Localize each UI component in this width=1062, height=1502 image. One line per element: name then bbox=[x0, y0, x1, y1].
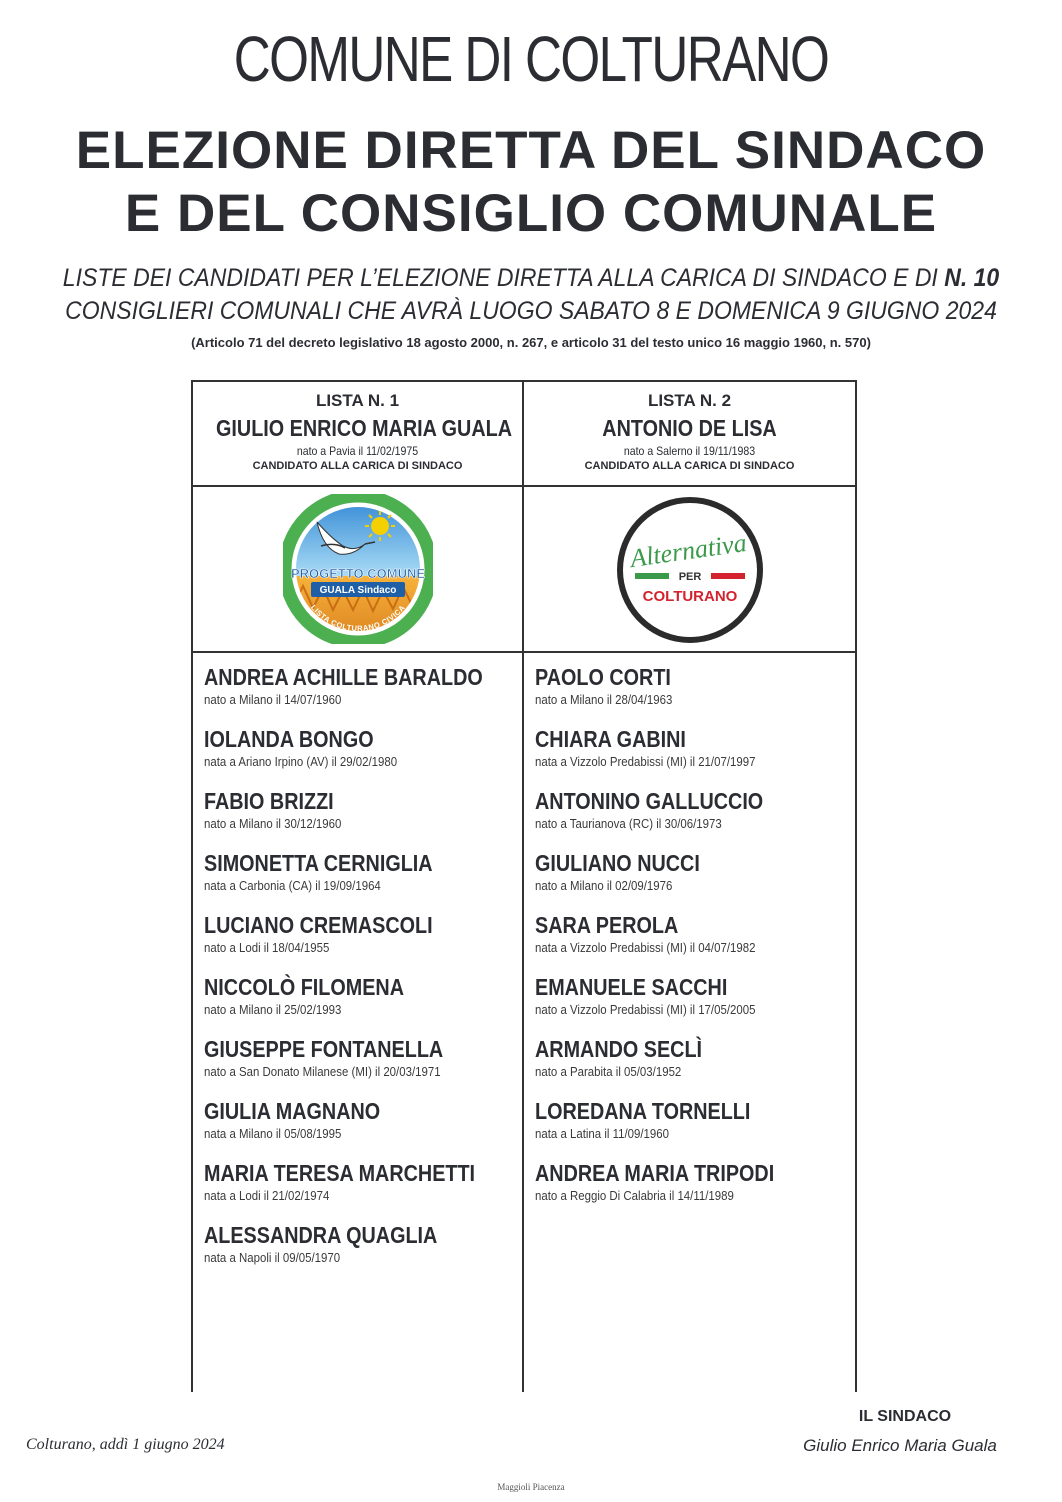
candidate-name: NICCOLÒ FILOMENA bbox=[204, 974, 404, 1000]
subtitle-line-2: CONSIGLIERI COMUNALI CHE AVRÀ LUOGO SABATO 8 E DOMENICA 9 GIUGNO 2024 bbox=[65, 297, 997, 325]
candidate-birth: nato a Vizzolo Predabissi (MI) il 17/05/2005 bbox=[535, 1002, 756, 1017]
councillor-count: N. 10 bbox=[944, 264, 1000, 292]
candidate-name: MARIA TERESA MARCHETTI bbox=[204, 1160, 476, 1186]
candidate-name: LUCIANO CREMASCOLI bbox=[204, 912, 433, 938]
candidate-name: ARMANDO SECLÌ bbox=[535, 1036, 703, 1062]
list-2-candidates bbox=[535, 664, 850, 1364]
table-left-border bbox=[191, 380, 193, 1392]
list-1-mayor-birth: nato a Pavia il 11/02/1975 bbox=[296, 444, 419, 458]
candidate-name: CHIARA GABINI bbox=[535, 726, 686, 752]
list-item bbox=[535, 1098, 785, 1141]
candidate-name: EMANUELE SACCHI bbox=[535, 974, 728, 1000]
list-item bbox=[535, 850, 727, 893]
candidate-name: SARA PEROLA bbox=[535, 912, 679, 938]
candidate-birth: nato a Reggio Di Calabria il 14/11/1989 bbox=[535, 1188, 734, 1203]
list-item bbox=[204, 974, 437, 1017]
logo-2-green-bar bbox=[635, 573, 669, 579]
candidate-birth: nato a Milano il 25/02/1993 bbox=[204, 1002, 342, 1017]
candidate-name: GIULIA MAGNANO bbox=[204, 1098, 381, 1124]
table-top-border bbox=[192, 380, 857, 382]
candidate-birth: nato a Milano il 02/09/1976 bbox=[535, 878, 673, 893]
candidate-name: PAOLO CORTI bbox=[535, 664, 671, 690]
candidate-name: ANTONINO GALLUCCIO bbox=[535, 788, 764, 814]
list-item bbox=[204, 850, 470, 893]
list-1-header bbox=[193, 391, 522, 472]
list-2-header bbox=[524, 391, 855, 472]
candidate-birth: nato a Milano il 28/04/1963 bbox=[535, 692, 673, 707]
candidate-name: ALESSANDRA QUAGLIA bbox=[204, 1222, 438, 1248]
logo-2-per: PER bbox=[678, 571, 702, 583]
list-item bbox=[535, 788, 800, 831]
logo-2-script: Alternativa bbox=[628, 528, 749, 574]
law-reference: (Articolo 71 del decreto legislativo 18 agosto 2000, n. 267, e articolo 31 del testo unico 16 maggio 1960, n. 570) bbox=[191, 335, 871, 350]
logo-1-line-2: GUALA Sindaco bbox=[319, 585, 397, 596]
election-headline-line-2: E DEL CONSIGLIO COMUNALE bbox=[124, 184, 938, 243]
candidate-birth: nato a Milano il 14/07/1960 bbox=[204, 692, 342, 707]
candidate-birth: nato a Milano il 30/12/1960 bbox=[204, 816, 342, 831]
subtitle-line-1 bbox=[42, 264, 1019, 293]
list-item bbox=[204, 1036, 482, 1079]
printer-credit: Maggioli Piacenza bbox=[497, 1482, 565, 1492]
list-item bbox=[535, 664, 693, 707]
table-logo-divider bbox=[192, 651, 857, 653]
list-item bbox=[204, 912, 470, 955]
list-item bbox=[204, 664, 528, 707]
table-header-divider bbox=[192, 485, 857, 487]
list-1-mayor-role: CANDIDATO ALLA CARICA DI SINDACO bbox=[252, 460, 463, 472]
candidate-birth: nato a San Donato Milanese (MI) il 20/03/1971 bbox=[204, 1064, 441, 1079]
candidate-name: SIMONETTA CERNIGLIA bbox=[204, 850, 433, 876]
list-item bbox=[204, 1098, 409, 1141]
list-2-mayor-role: CANDIDATO ALLA CARICA DI SINDACO bbox=[584, 460, 795, 472]
candidate-birth: nato a Lodi il 18/04/1955 bbox=[204, 940, 330, 955]
logo-2-red-bar bbox=[711, 573, 745, 579]
candidate-birth: nata a Latina il 11/09/1960 bbox=[535, 1126, 670, 1141]
logo-1-line-1: PROGETTO COMUNE bbox=[290, 566, 426, 581]
list-2-mayor-birth: nato a Salerno il 19/11/1983 bbox=[623, 444, 756, 458]
list-item bbox=[204, 1222, 475, 1265]
list-item bbox=[535, 912, 786, 955]
list-item bbox=[204, 726, 423, 769]
candidate-birth: nata a Carbonia (CA) il 19/09/1964 bbox=[204, 878, 381, 893]
list-1-number: LISTA N. 1 bbox=[315, 391, 400, 410]
list-item bbox=[535, 726, 786, 769]
candidate-name: FABIO BRIZZI bbox=[204, 788, 334, 814]
candidate-name: ANDREA MARIA TRIPODI bbox=[535, 1160, 775, 1186]
list-item bbox=[535, 1160, 813, 1203]
candidate-birth: nato a Taurianova (RC) il 30/06/1973 bbox=[535, 816, 722, 831]
candidate-birth: nata a Milano il 05/08/1995 bbox=[204, 1126, 342, 1141]
list-item bbox=[535, 974, 786, 1017]
table-right-border bbox=[855, 380, 857, 1392]
candidate-birth: nata a Ariano Irpino (AV) il 29/02/1980 bbox=[204, 754, 398, 769]
table-middle-border bbox=[522, 380, 524, 1392]
logo-1-ring-text: LISTA COLTURANO CIVICA bbox=[308, 603, 408, 633]
candidate-birth: nata a Lodi il 21/02/1974 bbox=[204, 1188, 330, 1203]
list-item bbox=[204, 1160, 519, 1203]
list-2-mayor-name: ANTONIO DE LISA bbox=[602, 415, 777, 441]
list-1-candidates bbox=[204, 664, 516, 1364]
signer-title: IL SINDACO bbox=[858, 1408, 952, 1425]
subtitle-line-1-text: LISTE DEI CANDIDATI PER L’ELEZIONE DIRETTA ALLA CARICA DI SINDACO E DI bbox=[62, 264, 945, 292]
alternativa-per-colturano-logo bbox=[615, 495, 765, 645]
municipality-title: COMUNE DI COLTURANO bbox=[233, 23, 829, 95]
candidate-birth: nato a Parabita il 05/03/1952 bbox=[535, 1064, 682, 1079]
place-and-date: Colturano, addì 1 giugno 2024 bbox=[26, 1436, 225, 1453]
candidate-birth: nata a Vizzolo Predabissi (MI) il 04/07/1982 bbox=[535, 940, 756, 955]
signer-name: Giulio Enrico Maria Guala bbox=[803, 1436, 997, 1455]
list-item bbox=[204, 788, 360, 831]
list-2-number: LISTA N. 2 bbox=[647, 391, 732, 410]
list-item bbox=[535, 1036, 729, 1079]
candidate-name: ANDREA ACHILLE BARALDO bbox=[204, 664, 483, 690]
candidate-birth: nata a Napoli il 09/05/1970 bbox=[204, 1250, 341, 1265]
progetto-comune-logo bbox=[283, 494, 433, 644]
candidate-name: GIUSEPPE FONTANELLA bbox=[204, 1036, 444, 1062]
list-1-mayor-name: GIULIO ENRICO MARIA GUALA bbox=[216, 415, 512, 441]
candidate-name: IOLANDA BONGO bbox=[204, 726, 374, 752]
candidate-name: GIULIANO NUCCI bbox=[535, 850, 700, 876]
candidate-birth: nata a Vizzolo Predabissi (MI) il 21/07/1997 bbox=[535, 754, 756, 769]
logo-2-name: COLTURANO bbox=[642, 588, 738, 605]
candidate-name: LOREDANA TORNELLI bbox=[535, 1098, 751, 1124]
election-headline-line-1: ELEZIONE DIRETTA DEL SINDACO bbox=[75, 121, 987, 180]
